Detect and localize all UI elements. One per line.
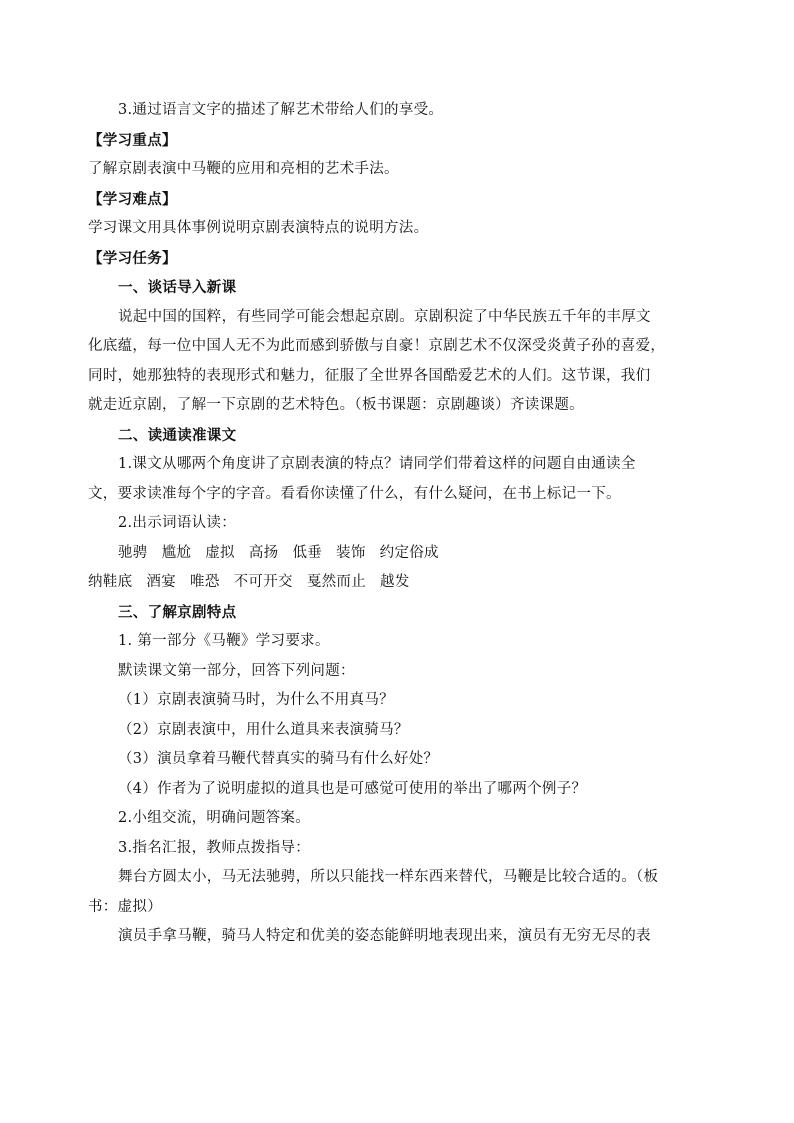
vocabulary-word: 戛然而止 [306, 574, 367, 590]
section-heading: 三、了解京剧特点 [118, 603, 237, 621]
paragraph-line: 同时，她那独特的表现形式和魅力，征服了全世界各国酷爱艺术的人们。这节课，我们 [88, 367, 651, 384]
paragraph-line: （1）京剧表演骑马时，为什么不用真马？ [118, 692, 394, 708]
vocabulary-word: 纳鞋底 [88, 574, 133, 590]
paragraph-line: 3.通过语言文字的描述了解艺术带给人们的享受。 [118, 102, 444, 118]
section-heading: 二、读通读准课文 [118, 426, 237, 444]
section-heading: 一、谈话导入新课 [118, 279, 237, 296]
text-block-1 [88, 96, 713, 539]
paragraph-line: 2.小组交流，明确问题答案。 [118, 810, 311, 826]
paragraph-line: 1. 第一部分《马鞭》学习要求。 [118, 633, 330, 649]
vocabulary-word: 尴尬 [161, 544, 192, 561]
paragraph-line: 就走近京剧，了解一下京剧的艺术特色。（板书课题：京剧趣谈）齐读课题。 [88, 397, 584, 413]
paragraph-line: 学习课文用具体事例说明京剧表演特点的说明方法。 [88, 220, 429, 236]
vocabulary-word: 装饰 [336, 544, 366, 561]
vocabulary-word: 虚拟 [205, 544, 235, 561]
paragraph-line: （2）京剧表演中，用什么道具来表演骑马？ [118, 721, 409, 738]
vocabulary-row-1 [88, 539, 713, 569]
document-page [88, 96, 713, 952]
paragraph-line: 说起中国的国粹，有些同学可能会想起京剧。京剧积淀了中华民族五千年的丰厚文 [118, 308, 651, 325]
paragraph-line: 3.指名汇报，教师点拨指导： [118, 839, 311, 856]
vocabulary-word: 越发 [380, 574, 410, 590]
paragraph-line: 书：虚拟） [88, 898, 162, 915]
vocabulary-row-2 [88, 568, 713, 598]
paragraph-line: （3）演员拿着马鞭代替真实的骑马有什么好处？ [118, 751, 439, 767]
section-heading: 【学习难点】 [88, 190, 177, 208]
vocabulary-word: 低垂 [292, 544, 323, 561]
paragraph-line: （4）作者为了说明虚拟的道具也是可感觉可使用的举出了哪两个例子？ [118, 780, 587, 797]
paragraph-line: 文，要求读准每个字的字音。看看你读懂了什么，有什么疑问，在书上标记一下。 [88, 485, 621, 502]
text-block-2 [88, 598, 713, 952]
paragraph-line: 1.课文从哪两个角度讲了京剧表演的特点？请同学们带着这样的问题自由通读全 [118, 456, 636, 472]
section-heading: 【学习重点】 [88, 131, 177, 149]
paragraph-line: 默读课文第一部分，回答下列问题： [118, 662, 355, 679]
paragraph-line: 2.出示词语认读： [118, 515, 237, 531]
vocabulary-word: 约定俗成 [379, 544, 439, 561]
paragraph-line: 了解京剧表演中马鞭的应用和亮相的艺术手法。 [88, 161, 399, 177]
vocabulary-word: 高扬 [248, 544, 279, 561]
vocabulary-word: 驰骋 [118, 544, 148, 561]
paragraph-line: 演员手拿马鞭，骑马人特定和优美的姿态能鲜明地表现出来，演员有无穷无尽的表 [118, 928, 651, 944]
vocabulary-word: 酒宴 [146, 574, 177, 590]
paragraph-line: 化底蕴，每一位中国人无不为此而感到骄傲与自豪！京剧艺术不仅深受炎黄子孙的喜爱， [88, 338, 666, 354]
vocabulary-word: 不可开交 [233, 574, 293, 590]
vocabulary-word: 唯恐 [190, 574, 220, 590]
paragraph-line: 舞台方圆太小，马无法驰骋，所以只能找一样东西来替代，马鞭是比较合适的。（板 [118, 869, 659, 885]
section-heading: 【学习任务】 [88, 249, 177, 267]
